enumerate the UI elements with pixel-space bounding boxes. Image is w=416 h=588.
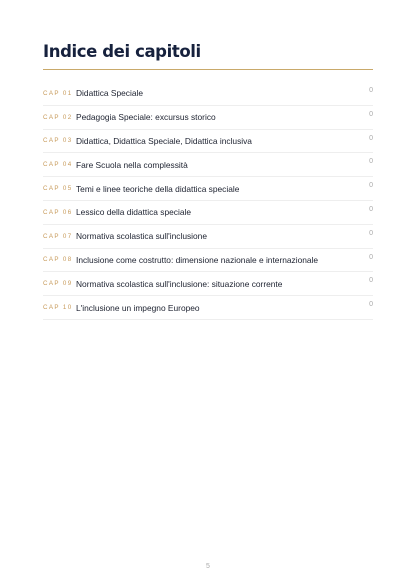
- chapter-page: 0: [369, 301, 373, 309]
- toc-row-cap-09[interactable]: [43, 272, 373, 296]
- chapter-page: 0: [369, 229, 373, 237]
- chapter-title: Didattica, Didattica Speciale, Didattica inclusiva: [76, 135, 252, 146]
- toc-row-cap-05[interactable]: [43, 177, 373, 201]
- chapter-page: 0: [369, 182, 373, 190]
- chapter-label: CAP 03: [43, 137, 73, 145]
- toc-row-cap-08[interactable]: [43, 249, 373, 273]
- table-of-contents: [43, 82, 373, 320]
- toc-row-cap-06[interactable]: [43, 201, 373, 225]
- toc-row-cap-03[interactable]: [43, 130, 373, 154]
- chapter-title: L'inclusione un impegno Europeo: [76, 302, 200, 313]
- chapter-label: CAP 04: [43, 161, 73, 169]
- chapter-title: Lessico della didattica speciale: [76, 207, 191, 218]
- chapter-page: 0: [369, 87, 373, 94]
- chapter-label: CAP 01: [43, 89, 73, 97]
- toc-row-cap-04[interactable]: [43, 153, 373, 177]
- chapter-page: 0: [369, 110, 373, 118]
- chapter-page: 0: [369, 277, 373, 285]
- chapter-label: CAP 10: [43, 304, 73, 312]
- chapter-page: 0: [369, 158, 373, 166]
- chapter-label: CAP 09: [43, 280, 73, 288]
- chapter-page: 0: [369, 205, 373, 213]
- chapter-title: Normativa scolastica sull'inclusione: [76, 231, 207, 242]
- chapter-title: Normativa scolastica sull'inclusione: situazione corrente: [76, 278, 283, 289]
- chapter-title: Didattica Speciale: [76, 88, 144, 99]
- toc-row-cap-07[interactable]: [43, 225, 373, 249]
- chapter-label: CAP 05: [43, 185, 73, 193]
- chapter-page: 0: [369, 253, 373, 261]
- chapter-title: Fare Scuola nella complessità: [76, 159, 188, 170]
- toc-row-cap-02[interactable]: [43, 106, 373, 130]
- toc-row-cap-01[interactable]: [43, 82, 373, 106]
- chapter-title: Inclusione come costrutto: dimensione nazionale e internazionale: [76, 254, 319, 265]
- chapter-label: CAP 02: [43, 113, 73, 121]
- title-divider: [43, 69, 373, 70]
- chapter-title: Temi e linee teoriche della didattica speciale: [76, 183, 240, 194]
- chapter-title: Pedagogia Speciale: excursus storico: [76, 112, 216, 123]
- chapter-label: CAP 06: [43, 208, 73, 216]
- chapter-label: CAP 07: [43, 232, 73, 240]
- chapter-label: CAP 08: [43, 256, 73, 264]
- page-title: Indice dei capitoli: [43, 42, 201, 61]
- page-number: 5: [206, 563, 210, 570]
- toc-row-cap-10[interactable]: [43, 296, 373, 320]
- chapter-page: 0: [369, 134, 373, 142]
